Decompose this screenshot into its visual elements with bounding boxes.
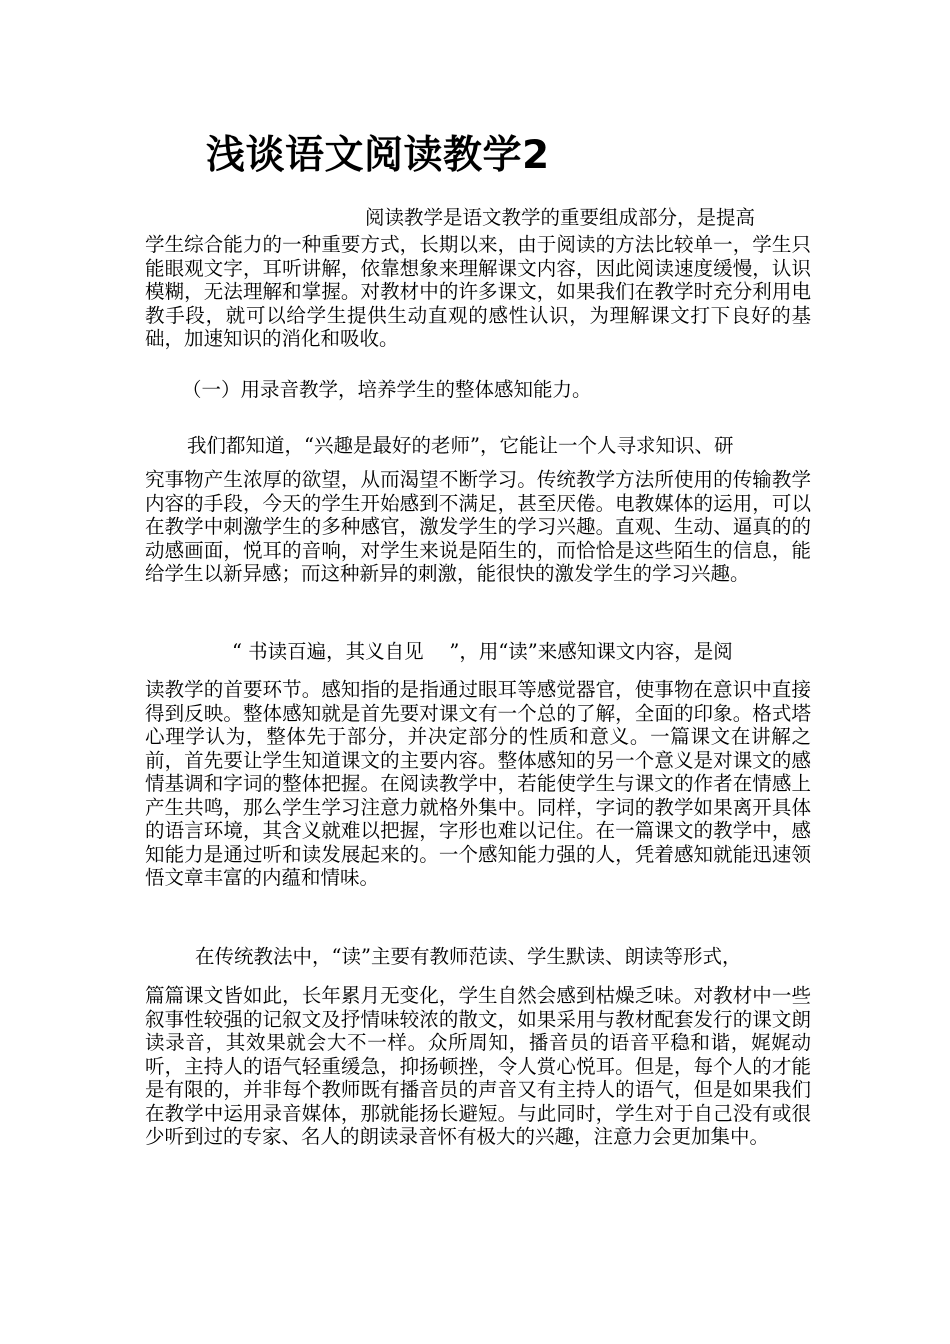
intro-first-line: 阅读教学是语文教学的重要组成部分，是提高 [365,206,756,229]
paragraph-3-first-line: 在传统教法中，“读”主要有教师范读、学生默读、朗读等形式， [195,945,742,968]
intro-paragraph: 学生综合能力的一种重要方式，长期以来，由于阅读的方法比较单一，学生只能眼观文字，耳听讲解，依靠想象来理解课文内容，因此阅读速度缓慢，认识模糊，无法理解和掌握。对教材中的许多课文，如果我们在教学时充分利用电教手段，就可以给学生提供生动直观的感性认识，为理解课文打下良好的基础，加速知识的消化和吸收。 [145,233,811,350]
paragraph-2-first-line: “ 书读百遍，其义自见 ”，用“读”来感知课文内容，是阅 [232,640,733,663]
document-title: 浅谈语文阅读教学2 [206,133,550,178]
paragraph-2: 读教学的首要环节。感知指的是指通过眼耳等感觉器官，使事物在意识中直接得到反映。整体感知就是首先要对课文有一个总的了解，全面的印象。格式塔心理学认为，整体先于部分，并决定部分的性质和意义。一篇课文在讲解之前，首先要让学生知道课文的主要内容。整体感知的另一个意义是对课文的感情基调和字词的整体把握。在阅读教学中，若能使学生与课文的作者在情感上产生共鸣，那么学生学习注意力就格外集中。同样，字词的教学如果离开具体的语言环境，其含义就难以把握，字形也难以记住。在一篇课文的教学中，感知能力是通过听和读发展起来的。一个感知能力强的人，凭着感知就能迅速领悟文章丰富的内蕴和情味。 [145,678,811,889]
paragraph-1-first-line: 我们都知道，“兴趣是最好的老师”，它能让一个人寻求知识、研 [187,434,734,457]
section-heading: （一）用录音教学，培养学生的整体感知能力。 [182,378,592,401]
paragraph-3: 篇篇课文皆如此，长年累月无变化，学生自然会感到枯燥乏味。对教材中一些叙事性较强的记叙文及抒情味较浓的散文，如果采用与教材配套发行的课文朗读录音，其效果就会大不一样。众所周知，播音员的语音平稳和谐，娓娓动听，主持人的语气轻重缓急，抑扬顿挫，令人赏心悦耳。但是，每个人的才能是有限的，并非每个教师既有播音员的声音又有主持人的语气，但是如果我们在教学中运用录音媒体，那就能扬长避短。与此同时，学生对于自己没有或很少听到过的专家、名人的朗读录音怀有极大的兴趣，注意力会更加集中。 [145,984,811,1148]
paragraph-1: 究事物产生浓厚的欲望，从而渴望不断学习。传统教学方法所使用的传输教学内容的手段，今天的学生开始感到不满足，甚至厌倦。电教媒体的运用，可以在教学中刺激学生的多种感官，激发学生的学习兴趣。直观、生动、逼真的的动感画面，悦耳的音响，对学生来说是陌生的，而恰恰是这些陌生的信息，能给学生以新异感；而这种新异的刺激，能很快的激发学生的学习兴趣。 [145,468,811,585]
